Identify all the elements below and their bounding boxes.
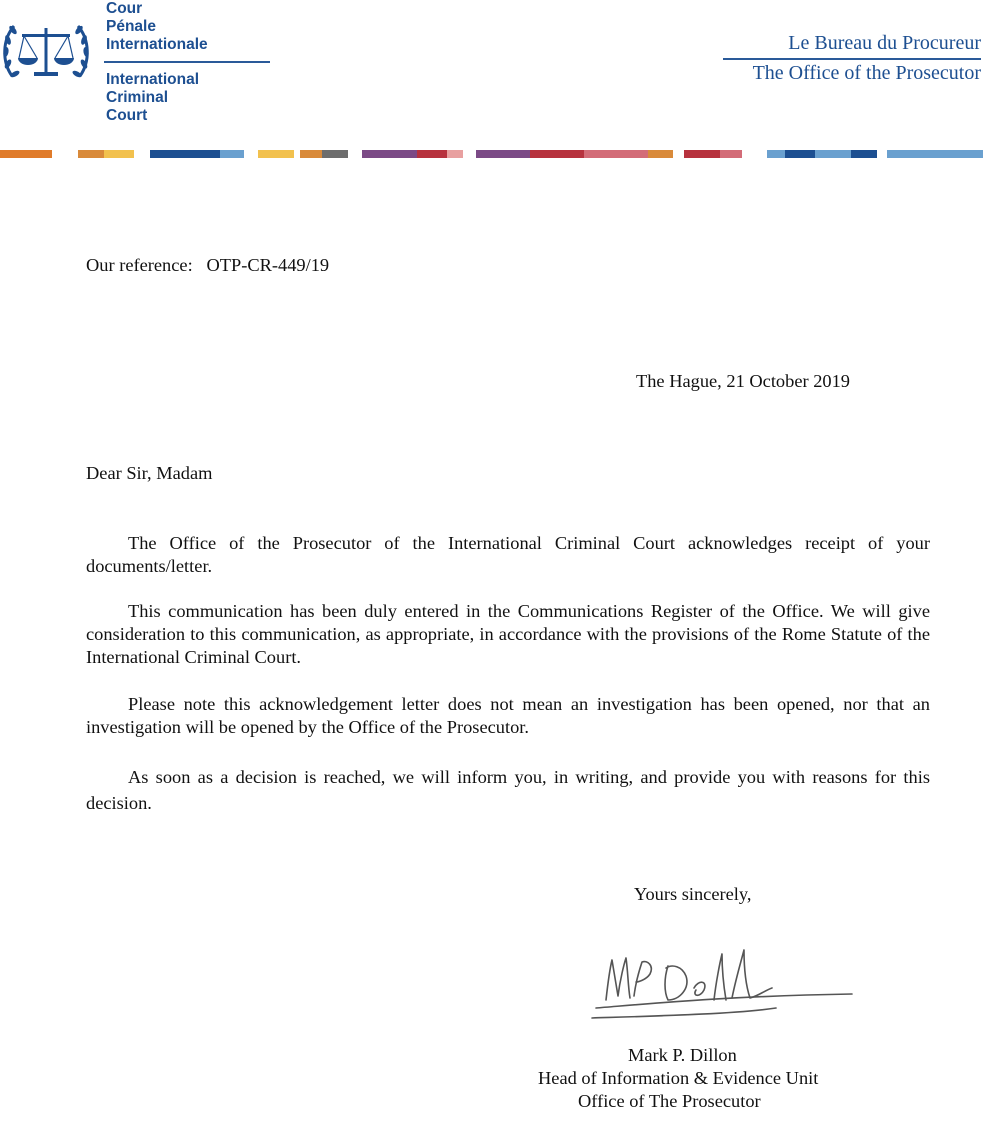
org-name-divider bbox=[104, 61, 270, 63]
icc-emblem-logo bbox=[0, 14, 92, 94]
stripe-segment bbox=[0, 150, 52, 158]
office-name-french: Le Bureau du Procureur bbox=[788, 32, 981, 54]
stripe-segment bbox=[648, 150, 673, 158]
stripe-segment bbox=[767, 150, 785, 158]
body-paragraph: Please note this acknowledgement letter does not mean an investigation has been opened, nor that an investigation will be opened by the Office of the Prosecutor. bbox=[86, 694, 930, 737]
stripe-segment bbox=[476, 150, 530, 158]
org-name-fr-line: Internationale bbox=[106, 36, 208, 53]
org-name-fr-line: Cour bbox=[106, 0, 143, 17]
stripe-segment bbox=[150, 150, 220, 158]
org-name-en-line: International bbox=[106, 71, 200, 88]
reference-line: Our reference: OTP-CR-449/19 bbox=[86, 255, 330, 275]
org-name-english bbox=[106, 71, 199, 125]
office-name-divider bbox=[723, 58, 981, 60]
letter-date: The Hague, 21 October 2019 bbox=[636, 371, 850, 391]
office-name-english: The Office of the Prosecutor bbox=[752, 62, 981, 84]
body-paragraph: As soon as a decision is reached, we will inform you, in writing, and provide you with reasons for this decision. bbox=[86, 767, 930, 813]
org-name-en-line: Court bbox=[106, 107, 148, 124]
stripe-segment bbox=[78, 150, 104, 158]
closing: Yours sincerely, bbox=[634, 884, 752, 904]
stripe-segment bbox=[417, 150, 447, 158]
stripe-segment bbox=[447, 150, 463, 158]
stripe-segment bbox=[785, 150, 815, 158]
salutation: Dear Sir, Madam bbox=[86, 463, 213, 483]
stripe-segment bbox=[851, 150, 877, 158]
stripe-segment bbox=[815, 150, 851, 158]
body-paragraph: The Office of the Prosecutor of the International Criminal Court acknowledges receipt of your documents/letter. bbox=[86, 533, 930, 576]
stripe-segment bbox=[300, 150, 322, 158]
org-name-fr-line: Pénale bbox=[106, 18, 156, 35]
org-name-french bbox=[106, 0, 208, 54]
signatory-title: Head of Information & Evidence Unit bbox=[538, 1068, 819, 1088]
handwritten-signature bbox=[586, 938, 856, 1028]
signatory-office: Office of The Prosecutor bbox=[578, 1091, 761, 1111]
stripe-segment bbox=[530, 150, 584, 158]
stripe-segment bbox=[322, 150, 348, 158]
decorative-color-stripe bbox=[0, 150, 983, 158]
stripe-segment bbox=[220, 150, 244, 158]
stripe-segment bbox=[104, 150, 134, 158]
stripe-segment bbox=[887, 150, 983, 158]
stripe-segment bbox=[584, 150, 648, 158]
stripe-segment bbox=[258, 150, 294, 158]
stripe-segment bbox=[720, 150, 742, 158]
org-name-en-line: Criminal bbox=[106, 89, 169, 106]
stripe-segment bbox=[362, 150, 417, 158]
stripe-segment bbox=[684, 150, 720, 158]
body-paragraph: This communication has been duly entered in the Communications Register of the Office. We will give consideration to this communication, as appropriate, in accordance with the provisions of the Rome Statute of the International Criminal Court. bbox=[86, 601, 930, 667]
signatory-name: Mark P. Dillon bbox=[628, 1045, 737, 1065]
